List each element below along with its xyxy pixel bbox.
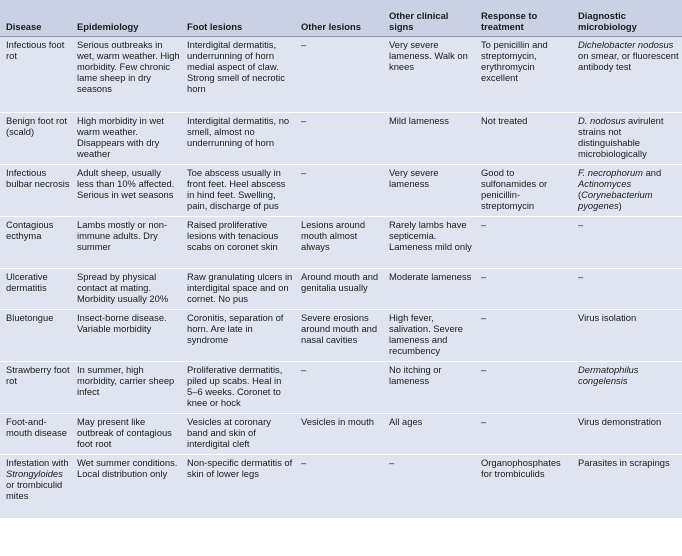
other-lesions-cell: Lesions around mouth almost always: [297, 217, 385, 269]
clinical-signs-cell: Rarely lambs have septicemia. Lameness mild only: [385, 217, 477, 269]
header-other-lesions: Other lesions: [297, 0, 385, 37]
treatment-cell: To penicillin and streptomycin, erythromycin excellent: [481, 39, 548, 83]
header-row: [0, 0, 682, 37]
microbiology-cell: [574, 165, 682, 217]
clinical-signs-cell: No itching or lameness: [385, 362, 477, 414]
organism-name: Dichelobacter nodosus: [578, 39, 674, 50]
other-lesions-cell: –: [297, 165, 385, 217]
foot-lesions-cell: Non-specific dermatitis of skin of lower legs: [183, 455, 297, 519]
foot-lesions-cell: Raw granulating ulcers in interdigital space and on cornet. No pus: [183, 269, 297, 310]
treatment-cell: –: [477, 362, 574, 414]
clinical-signs-cell: Mild lameness: [385, 113, 477, 165]
table-row: [0, 455, 682, 519]
microbiology-cell: –: [574, 217, 682, 269]
disease-cell: Benign foot rot (scald): [0, 113, 73, 165]
foot-lesions-cell: Raised proliferative lesions with tenacious scabs on coronet skin: [183, 217, 297, 269]
header-microbiology: Diagnostic microbiology: [574, 0, 682, 37]
table-row: [0, 310, 682, 362]
foot-lesions-cell: Interdigital dermatitis, underrunning of horn medial aspect of claw. Strong smell of necrotic horn: [187, 39, 285, 94]
microbiology-cell: Virus isolation: [574, 310, 682, 362]
epidemiology-cell: Insect-borne disease. Variable morbidity: [73, 310, 183, 362]
foot-lesions-cell: Toe abscess usually in front feet. Heel abscess in hind feet. Swelling, pain, discharge of pus: [183, 165, 297, 217]
disease-cell: Strawberry foot rot: [0, 362, 73, 414]
treatment-cell: –: [477, 269, 574, 310]
microbiology-text: avirulent strains not distinguishable microbiologically: [578, 115, 664, 159]
table-row: [0, 414, 682, 455]
header-foot-lesions: Foot lesions: [183, 0, 297, 37]
organism-name: F. necrophorum: [578, 167, 643, 178]
clinical-signs-cell: –: [385, 455, 477, 519]
disease-text: Infestation with: [6, 457, 69, 468]
microbiology-text: on smear, or fluorescent antibody test: [578, 50, 679, 72]
foot-lesions-cell: Vesicles at coronary band and skin of interdigital cleft: [183, 414, 297, 455]
organism-name: Actinomyces: [578, 178, 632, 189]
clinical-signs-cell: Moderate lameness: [385, 269, 477, 310]
treatment-cell: –: [477, 310, 574, 362]
table-row: [0, 165, 682, 217]
other-lesions-cell: –: [297, 455, 385, 519]
organism-name: D. nodosus: [578, 115, 626, 126]
table-row: [0, 269, 682, 310]
epidemiology-cell: Spread by physical contact at mating. Morbidity usually 20%: [73, 269, 183, 310]
disease-cell: Infectious foot rot: [6, 39, 65, 61]
microbiology-cell: Parasites in scrapings: [574, 455, 682, 519]
disease-cell: Infectious bulbar necrosis: [0, 165, 73, 217]
microbiology-text: (: [578, 189, 582, 200]
table-row: [0, 113, 682, 165]
table-row: [0, 37, 682, 113]
disease-cell: Ulcerative dermatitis: [0, 269, 73, 310]
epidemiology-cell: Serious outbreaks in wet, warm weather. High morbidity. Few chronic lame sheep in dry seasons: [77, 39, 180, 94]
other-lesions-cell: Vesicles in mouth: [297, 414, 385, 455]
treatment-cell: Not treated: [477, 113, 574, 165]
treatment-cell: Good to sulfonamides or penicillin-streptomycin: [477, 165, 574, 217]
organism-name: Corynebacterium pyogenes: [578, 189, 653, 211]
organism-name: Strongyloides: [6, 468, 63, 479]
clinical-signs-cell: All ages: [385, 414, 477, 455]
foot-lesions-cell: Interdigital dermatitis, no smell, almost no underrunning of horn: [183, 113, 297, 165]
epidemiology-cell: Adult sheep, usually less than 10% affected. Serious in wet seasons: [73, 165, 183, 217]
header-treatment: Response to treatment: [477, 0, 574, 37]
microbiology-cell: –: [574, 269, 682, 310]
treatment-cell: –: [477, 414, 574, 455]
header-epidemiology: Epidemiology: [73, 0, 183, 37]
epidemiology-cell: High morbidity in wet warm weather. Disappears with dry weather: [73, 113, 183, 165]
disease-cell: [0, 455, 73, 519]
organism-name: Dermatophilus congelensis: [578, 364, 639, 386]
microbiology-cell: Virus demonstration: [574, 414, 682, 455]
microbiology-text: and: [642, 167, 662, 178]
clinical-signs-cell: Very severe lameness: [385, 165, 477, 217]
disease-cell: Bluetongue: [0, 310, 73, 362]
clinical-signs-cell: High fever, salivation. Severe lameness and recumbency: [385, 310, 477, 362]
treatment-cell: –: [477, 217, 574, 269]
clinical-signs-cell: Very severe lameness. Walk on knees: [389, 39, 468, 72]
epidemiology-cell: Lambs mostly or non-immune adults. Dry summer: [73, 217, 183, 269]
epidemiology-cell: In summer, high morbidity, carrier sheep infect: [73, 362, 183, 414]
epidemiology-cell: Wet summer conditions. Local distribution only: [73, 455, 183, 519]
header-clinical-signs: Other clinical signs: [385, 0, 477, 37]
table-row: [0, 362, 682, 414]
epidemiology-cell: May present like outbreak of contagious foot root: [73, 414, 183, 455]
other-lesions-cell: Severe erosions around mouth and nasal cavities: [297, 310, 385, 362]
microbiology-cell: [574, 362, 682, 414]
disease-text: or trombiculid mites: [6, 479, 63, 501]
header-disease: Disease: [0, 0, 73, 37]
table-row: [0, 217, 682, 269]
disease-cell: Foot-and-mouth disease: [0, 414, 73, 455]
microbiology-cell: [574, 113, 682, 165]
foot-lesions-cell: Coronitis, separation of horn. Are late in syndrome: [183, 310, 297, 362]
foot-lesions-cell: Proliferative dermatitis, piled up scabs. Heal in 5–6 weeks. Coronet to knee or hock: [183, 362, 297, 414]
treatment-cell: Organophosphates for trombiculids: [477, 455, 574, 519]
disease-cell: Contagious ecthyma: [0, 217, 73, 269]
other-lesions-cell: –: [297, 113, 385, 165]
other-lesions-cell: –: [297, 362, 385, 414]
microbiology-cell: [574, 37, 682, 113]
other-lesions-cell: Around mouth and genitalia usually: [297, 269, 385, 310]
microbiology-text: ): [618, 200, 622, 211]
other-lesions-cell: –: [301, 39, 307, 50]
